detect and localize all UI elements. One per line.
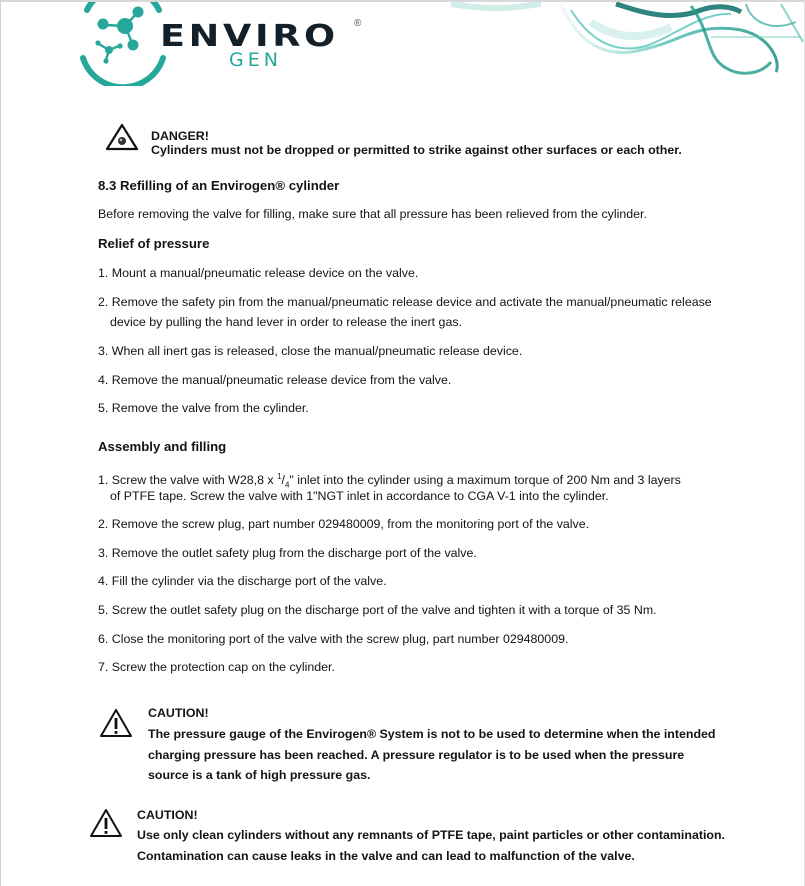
caution-text: charging pressure has been reached. A pressure regulator is to be used when the pressure [148,748,685,762]
relief-step: 1. Mount a manual/pneumatic release device on the valve. [98,266,419,280]
brand-name: ENVIRO [160,19,339,54]
section-title: 8.3 Refilling of an Envirogen® cylinder [98,178,340,193]
molecule-icon [75,0,171,86]
assembly-title: Assembly and filling [98,439,227,454]
assembly-step: 5. Screw the outlet safety plug on the discharge port of the valve and tighten it with a torque of 35 Nm. [98,603,657,617]
exclamation-warning-icon [99,708,133,738]
assembly-step-continuation: of PTFE tape. Screw the valve with 1"NGT inlet in accordance to CGA V-1 into the cylinder. [110,489,609,503]
assembly-step: 6. Close the monitoring port of the valve with the screw plug, part number 029480009. [98,632,569,646]
assembly-step: 1. Screw the valve with W28,8 x $^1/_4$" inlet into the cylinder using a maximum torque of 200 Nm and 3 layers [98,472,681,490]
fraction-numerator: 1 [277,472,282,481]
caution-text: source is a tank of high pressure gas. [148,768,371,782]
caution-title: CAUTION! [148,706,209,720]
page-header [1,2,805,102]
danger-title: DANGER! [151,129,209,143]
relief-step: 3. When all inert gas is released, close the manual/pneumatic release device. [98,344,523,358]
caution-text: The pressure gauge of the Envirogen® System is not to be used to determine when the intended [148,727,716,741]
relief-step: 2. Remove the safety pin from the manual/pneumatic release device and activate the manual/pneumatic release [98,295,712,309]
brand-subname: GEN [229,49,282,71]
caution-text: Use only clean cylinders without any remnants of PTFE tape, paint particles or other contamination. [137,828,725,842]
fraction-denominator: 4 [284,480,290,490]
assembly-step: 4. Fill the cylinder via the discharge port of the valve. [98,574,387,588]
assembly-step-text: 1. Screw the valve with W28,8 x [98,473,278,488]
assembly-step-text: " inlet into the cylinder using a maximum torque of 200 Nm and 3 layers [289,473,681,488]
teal-smoke-image [441,2,805,92]
exclamation-warning-icon [89,808,123,838]
caution-title: CAUTION! [137,808,198,822]
relief-step: 5. Remove the valve from the cylinder. [98,401,309,415]
section-intro: Before removing the valve for filling, make sure that all pressure has been relieved from the cylinder. [98,207,647,221]
caution-text: Contamination can cause leaks in the valve and can lead to malfunction of the valve. [137,849,635,863]
relief-title: Relief of pressure [98,236,210,251]
danger-text: Cylinders must not be dropped or permitted to strike against other surfaces or each other. [151,143,682,157]
relief-step: 4. Remove the manual/pneumatic release device from the valve. [98,373,452,387]
assembly-step: 7. Screw the protection cap on the cylinder. [98,660,335,674]
relief-step-continuation: device by pulling the hand lever in order to release the inert gas. [110,315,462,329]
registered-mark: ® [354,18,362,29]
assembly-step: 2. Remove the screw plug, part number 029480009, from the monitoring port of the valve. [98,517,590,531]
assembly-step: 3. Remove the outlet safety plug from the discharge port of the valve. [98,546,477,560]
falling-object-warning-icon [105,123,139,151]
